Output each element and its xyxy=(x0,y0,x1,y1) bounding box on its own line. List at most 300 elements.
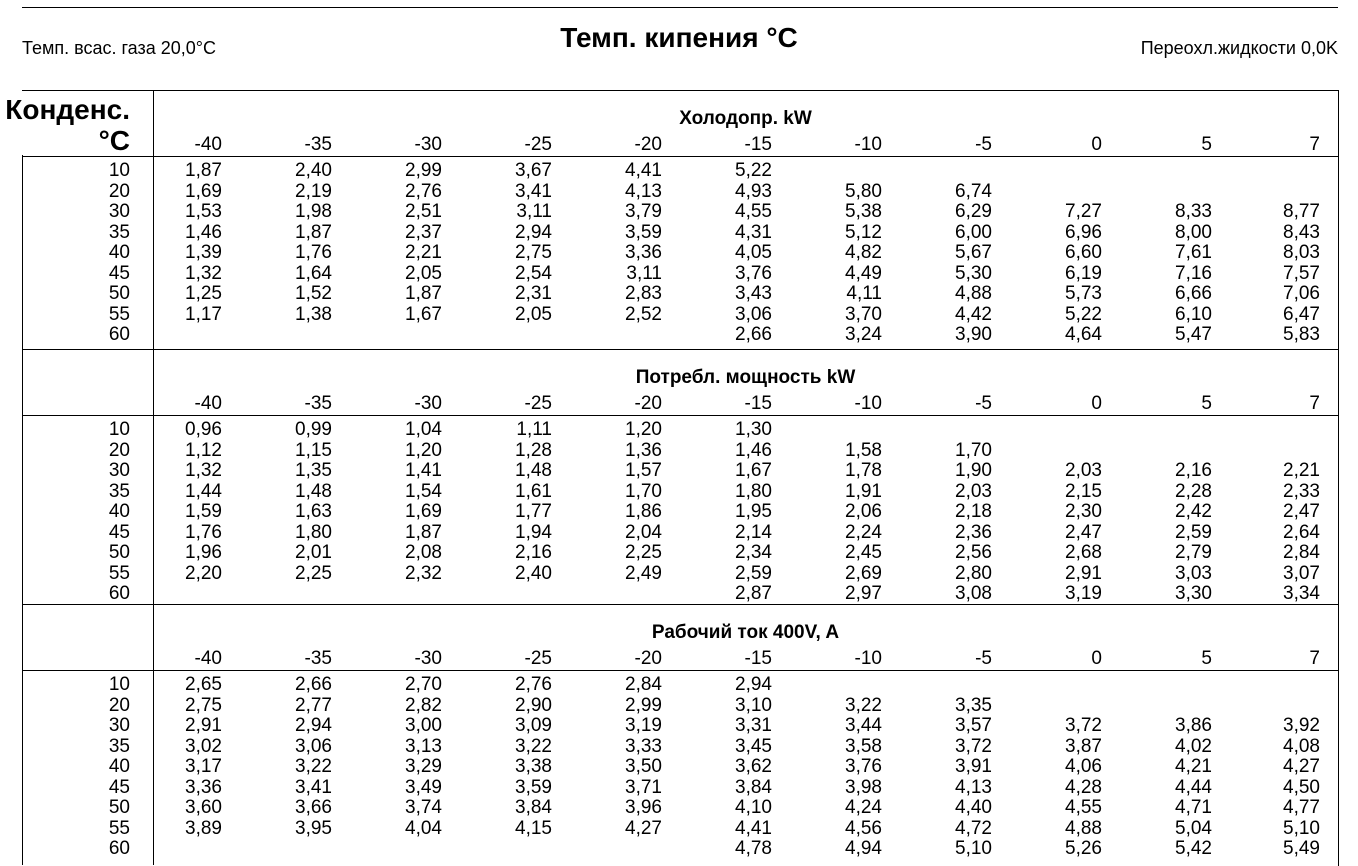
table-cell: 3,36 xyxy=(625,242,662,263)
section-divider xyxy=(22,349,1338,350)
liquid-subcooling: Переохл.жидкости 0,0K xyxy=(1140,38,1338,58)
table-cell: 2,33 xyxy=(1283,480,1320,502)
table-cell: 7,16 xyxy=(1175,262,1212,284)
table-cell: 2,66 xyxy=(735,324,772,345)
table-cell: 6,96 xyxy=(1065,221,1102,243)
condensing-temp: 30 xyxy=(108,201,130,222)
table-cell: 2,79 xyxy=(1175,542,1212,563)
table-cell: 2,82 xyxy=(405,694,442,716)
table-cell: 3,57 xyxy=(955,715,992,736)
table-cell: 4,31 xyxy=(735,221,772,243)
table-cell: 3,31 xyxy=(735,715,772,736)
table-row xyxy=(22,543,1338,564)
table-cell: 1,48 xyxy=(295,480,332,502)
table-cell: 2,75 xyxy=(515,242,552,263)
table-cell: 2,87 xyxy=(735,583,772,604)
table-cell: 3,49 xyxy=(405,776,442,798)
table-cell: 1,32 xyxy=(185,262,222,284)
evap-temp-header-row xyxy=(22,393,1338,415)
table-cell: 5,80 xyxy=(845,180,882,202)
section-title: Потребл. мощность kW xyxy=(635,367,856,388)
table-cell: 3,74 xyxy=(405,797,442,818)
section-title: Рабочий ток 400V, A xyxy=(651,622,840,643)
table-cell: 4,50 xyxy=(1283,776,1320,798)
table-row xyxy=(22,420,1338,441)
table-cell: 1,11 xyxy=(516,419,552,440)
table-cell: 3,87 xyxy=(1065,735,1102,757)
table-cell: 1,04 xyxy=(405,419,442,440)
condensing-temp: 30 xyxy=(108,715,130,736)
condensing-label: Конденс. xyxy=(5,94,130,125)
table-cell: 5,10 xyxy=(1283,817,1320,839)
table-cell: 2,68 xyxy=(1065,542,1102,563)
table-cell: 2,40 xyxy=(515,562,552,584)
table-cell: 4,82 xyxy=(845,242,882,263)
table-cell: 2,70 xyxy=(405,674,442,695)
table-cell: 1,15 xyxy=(295,439,332,461)
data-rows xyxy=(22,675,1338,860)
table-cell: 1,20 xyxy=(625,419,662,440)
table-cell: 7,27 xyxy=(1065,201,1102,222)
table-cell: 2,18 xyxy=(955,501,992,522)
table-cell: 5,10 xyxy=(955,838,992,859)
table-cell: 1,57 xyxy=(625,460,662,481)
table-cell: 4,27 xyxy=(625,817,662,839)
table-cell: 2,42 xyxy=(1175,501,1212,522)
table-cell: 3,38 xyxy=(515,756,552,777)
table-cell: 2,94 xyxy=(735,674,772,695)
evap-temp-header: -10 xyxy=(854,648,882,669)
evap-temp-header: -35 xyxy=(304,648,332,669)
header-divider xyxy=(22,670,1338,671)
table-cell: 1,70 xyxy=(625,480,662,502)
table-cell: 4,88 xyxy=(955,283,992,304)
table-cell: 3,62 xyxy=(735,756,772,777)
table-cell: 2,76 xyxy=(515,674,552,695)
table-cell: 3,30 xyxy=(1175,583,1212,604)
evap-temp-header: -35 xyxy=(304,393,332,414)
table-cell: 3,84 xyxy=(735,776,772,798)
table-cell: 3,92 xyxy=(1283,715,1320,736)
table-cell: 1,80 xyxy=(295,521,332,543)
suction-gas-temp: Темп. всас. газа 20,0°C xyxy=(22,38,216,58)
table-cell: 2,16 xyxy=(515,542,552,563)
table-row xyxy=(22,757,1338,778)
table-cell: 1,76 xyxy=(295,242,332,263)
table-cell: 1,96 xyxy=(185,542,222,563)
table-cell: 2,69 xyxy=(845,562,882,584)
table-cell: 6,66 xyxy=(1175,283,1212,304)
table-cell: 2,25 xyxy=(625,542,662,563)
table-cell: 3,95 xyxy=(295,817,332,839)
table-row xyxy=(22,737,1338,758)
condensing-temp: 45 xyxy=(108,521,130,543)
table-cell: 4,41 xyxy=(735,817,772,839)
table-row xyxy=(22,716,1338,737)
table-cell: 4,78 xyxy=(735,838,772,859)
table-cell: 2,32 xyxy=(405,562,442,584)
table-cell: 1,94 xyxy=(515,521,552,543)
table-cell: 2,14 xyxy=(735,521,772,543)
table-cell: 3,17 xyxy=(185,756,222,777)
table-cell: 6,47 xyxy=(1283,303,1320,325)
table-cell: 3,67 xyxy=(515,160,552,181)
table-cell: 2,64 xyxy=(1283,521,1320,543)
table-row xyxy=(22,325,1338,346)
table-cell: 0,96 xyxy=(185,419,222,440)
table-cell: 3,66 xyxy=(295,797,332,818)
table-cell: 2,77 xyxy=(295,694,332,716)
table-cell: 1,69 xyxy=(405,501,442,522)
condensing-temp: 40 xyxy=(108,756,130,777)
table-cell: 3,22 xyxy=(845,694,882,716)
evap-temp-header: -40 xyxy=(194,393,222,414)
table-cell: 5,22 xyxy=(735,160,772,181)
header-divider xyxy=(22,156,1338,157)
table-cell: 2,05 xyxy=(515,303,552,325)
table-cell: 3,09 xyxy=(515,715,552,736)
evap-temp-header: -35 xyxy=(304,134,332,155)
condensing-temp: 20 xyxy=(108,180,130,202)
table-cell: 1,90 xyxy=(955,460,992,481)
table-cell: 6,19 xyxy=(1065,262,1102,284)
table-cell: 2,94 xyxy=(295,715,332,736)
table-cell: 4,55 xyxy=(1065,797,1102,818)
section-divider xyxy=(22,604,1338,605)
table-cell: 3,96 xyxy=(625,797,662,818)
table-cell: 2,76 xyxy=(405,180,442,202)
evap-temp-header: -25 xyxy=(524,393,552,414)
table-cell: 2,59 xyxy=(1175,521,1212,543)
table-cell: 1,38 xyxy=(295,303,332,325)
table-cell: 4,28 xyxy=(1065,776,1102,798)
table-cell: 1,46 xyxy=(735,439,772,461)
table-cell: 1,48 xyxy=(515,460,552,481)
table-cell: 3,72 xyxy=(955,735,992,757)
table-cell: 2,45 xyxy=(845,542,882,563)
condensing-temp: 60 xyxy=(108,838,130,859)
table-cell: 1,28 xyxy=(515,439,552,461)
table-cell: 3,24 xyxy=(845,324,882,345)
table-cell: 7,57 xyxy=(1283,262,1320,284)
table-cell: 4,64 xyxy=(1065,324,1102,345)
table-cell: 4,08 xyxy=(1283,735,1320,757)
table-cell: 2,16 xyxy=(1175,460,1212,481)
table-cell: 2,03 xyxy=(1065,460,1102,481)
table-cell: 1,32 xyxy=(185,460,222,481)
condensing-temp: 50 xyxy=(108,797,130,818)
table-cell: 4,42 xyxy=(955,303,992,325)
table-cell: 2,34 xyxy=(735,542,772,563)
table-cell: 5,22 xyxy=(1065,303,1102,325)
table-cell: 3,98 xyxy=(845,776,882,798)
condensing-temp: 40 xyxy=(108,242,130,263)
table-cell: 8,03 xyxy=(1283,242,1320,263)
table-cell: 1,70 xyxy=(955,439,992,461)
condensing-temp: 10 xyxy=(108,160,130,181)
condensing-temp: 10 xyxy=(108,674,130,695)
table-cell: 5,73 xyxy=(1065,283,1102,304)
table-cell: 2,03 xyxy=(955,480,992,502)
table-cell: 3,00 xyxy=(405,715,442,736)
evap-temp-header: -15 xyxy=(744,648,772,669)
table-cell: 3,76 xyxy=(845,756,882,777)
evap-temp-header: -20 xyxy=(634,134,662,155)
table-row xyxy=(22,696,1338,717)
condensing-temp: 35 xyxy=(108,221,130,243)
table-cell: 5,12 xyxy=(845,221,882,243)
table-cell: 3,22 xyxy=(295,756,332,777)
table-cell: 2,65 xyxy=(185,674,222,695)
table-cell: 4,24 xyxy=(845,797,882,818)
evap-temp-header: 5 xyxy=(1201,134,1212,155)
table-cell: 3,90 xyxy=(955,324,992,345)
table-cell: 3,03 xyxy=(1175,562,1212,584)
table-cell: 3,22 xyxy=(515,735,552,757)
table-cell: 1,25 xyxy=(185,283,222,304)
table-row xyxy=(22,223,1338,244)
table-cell: 3,13 xyxy=(405,735,442,757)
table-cell: 3,59 xyxy=(625,221,662,243)
condensing-temp: 50 xyxy=(108,542,130,563)
condensing-unit: °C xyxy=(98,125,130,156)
table-cell: 3,45 xyxy=(735,735,772,757)
table-cell: 3,70 xyxy=(845,303,882,325)
table-row xyxy=(22,778,1338,799)
evap-temp-header: -30 xyxy=(414,393,442,414)
table-row xyxy=(22,584,1338,605)
condensing-temp: 55 xyxy=(108,303,130,325)
table-cell: 6,00 xyxy=(955,221,992,243)
table-cell: 2,40 xyxy=(295,160,332,181)
table-cell: 3,19 xyxy=(1065,583,1102,604)
table-row xyxy=(22,461,1338,482)
table-row xyxy=(22,502,1338,523)
table-cell: 1,61 xyxy=(515,480,552,502)
table-cell: 1,17 xyxy=(185,303,222,325)
table-cell: 1,41 xyxy=(405,460,442,481)
table-cell: 1,30 xyxy=(735,419,772,440)
table-cell: 2,52 xyxy=(625,303,662,325)
evap-temp-header: 7 xyxy=(1309,648,1320,669)
data-rows xyxy=(22,161,1338,346)
table-cell: 4,56 xyxy=(845,817,882,839)
table-cell: 2,47 xyxy=(1283,501,1320,522)
table-cell: 3,35 xyxy=(955,694,992,716)
table-cell: 8,77 xyxy=(1283,201,1320,222)
table-cell: 3,41 xyxy=(515,180,552,202)
table-cell: 2,30 xyxy=(1065,501,1102,522)
condensing-temp: 35 xyxy=(108,480,130,502)
table-row xyxy=(22,482,1338,503)
data-rows xyxy=(22,420,1338,605)
table-cell: 8,43 xyxy=(1283,221,1320,243)
table-cell: 2,31 xyxy=(515,283,552,304)
table-cell: 5,04 xyxy=(1175,817,1212,839)
table-cell: 2,91 xyxy=(185,715,222,736)
table-cell: 3,06 xyxy=(295,735,332,757)
evap-temp-header: -15 xyxy=(744,134,772,155)
table-cell: 1,52 xyxy=(295,283,332,304)
table-row xyxy=(22,564,1338,585)
table-cell: 6,60 xyxy=(1065,242,1102,263)
table-cell: 4,41 xyxy=(625,160,662,181)
evap-temp-header: 7 xyxy=(1309,134,1320,155)
table-cell: 2,24 xyxy=(845,521,882,543)
table-cell: 3,84 xyxy=(515,797,552,818)
table-row xyxy=(22,161,1338,182)
table-cell: 1,44 xyxy=(185,480,222,502)
table-cell: 5,26 xyxy=(1065,838,1102,859)
table-cell: 2,99 xyxy=(405,160,442,181)
condensing-temp: 10 xyxy=(108,419,130,440)
table-cell: 2,91 xyxy=(1065,562,1102,584)
table-cell: 3,19 xyxy=(625,715,662,736)
table-row xyxy=(22,675,1338,696)
table-cell: 4,02 xyxy=(1175,735,1212,757)
evap-temp-header: -15 xyxy=(744,393,772,414)
table-cell: 4,13 xyxy=(625,180,662,202)
evap-temp-header: -20 xyxy=(634,648,662,669)
table-row xyxy=(22,839,1338,860)
evap-temp-header: -20 xyxy=(634,393,662,414)
table-cell: 2,20 xyxy=(185,562,222,584)
table-cell: 3,06 xyxy=(735,303,772,325)
table-cell: 1,87 xyxy=(295,221,332,243)
table-cell: 2,80 xyxy=(955,562,992,584)
table-cell: 4,10 xyxy=(735,797,772,818)
table-cell: 2,94 xyxy=(515,221,552,243)
table-cell: 2,19 xyxy=(295,180,332,202)
evap-temp-header: -10 xyxy=(854,134,882,155)
evap-temp-header: 0 xyxy=(1091,393,1102,414)
evap-temp-header: -5 xyxy=(975,648,992,669)
table-cell: 1,39 xyxy=(185,242,222,263)
table-cell: 3,50 xyxy=(625,756,662,777)
table-cell: 4,15 xyxy=(515,817,552,839)
evap-temp-header: -30 xyxy=(414,648,442,669)
section-title: Холодопр. kW xyxy=(679,108,812,129)
table-cell: 1,95 xyxy=(735,501,772,522)
table-cell: 1,35 xyxy=(295,460,332,481)
page-title: Темп. кипения °C xyxy=(560,22,798,53)
table-row xyxy=(22,243,1338,264)
table-cell: 5,67 xyxy=(955,242,992,263)
table-cell: 4,05 xyxy=(735,242,772,263)
table-cell: 2,66 xyxy=(295,674,332,695)
table-cell: 1,69 xyxy=(185,180,222,202)
table-cell: 3,60 xyxy=(185,797,222,818)
table-cell: 2,05 xyxy=(405,262,442,284)
condensing-temp: 45 xyxy=(108,776,130,798)
table-cell: 1,76 xyxy=(185,521,222,543)
table-cell: 1,20 xyxy=(405,439,442,461)
table-row xyxy=(22,305,1338,326)
table-row xyxy=(22,202,1338,223)
table-cell: 5,47 xyxy=(1175,324,1212,345)
table-cell: 2,06 xyxy=(845,501,882,522)
table-cell: 5,49 xyxy=(1283,838,1320,859)
evap-temp-header: -25 xyxy=(524,134,552,155)
table-cell: 4,04 xyxy=(405,817,442,839)
table-cell: 1,53 xyxy=(185,201,222,222)
table-cell: 2,97 xyxy=(845,583,882,604)
table-cell: 4,11 xyxy=(846,283,882,304)
table-cell: 6,29 xyxy=(955,201,992,222)
table-row xyxy=(22,441,1338,462)
table-cell: 5,42 xyxy=(1175,838,1212,859)
table-cell: 8,00 xyxy=(1175,221,1212,243)
condensing-temp: 40 xyxy=(108,501,130,522)
table-cell: 2,56 xyxy=(955,542,992,563)
table-cell: 1,91 xyxy=(845,480,882,502)
table-cell: 5,30 xyxy=(955,262,992,284)
table-cell: 4,55 xyxy=(735,201,772,222)
table-cell: 3,91 xyxy=(955,756,992,777)
evap-temp-header-row xyxy=(22,648,1338,670)
table-cell: 4,21 xyxy=(1175,756,1212,777)
table-cell: 1,67 xyxy=(405,303,442,325)
table-cell: 3,34 xyxy=(1283,583,1320,604)
table-cell: 2,21 xyxy=(405,242,442,263)
table-cell: 3,10 xyxy=(735,694,772,716)
header-divider xyxy=(22,415,1338,416)
condensing-temp: 30 xyxy=(108,460,130,481)
condensing-temp: 20 xyxy=(108,439,130,461)
top-rule xyxy=(22,7,1338,8)
table-cell: 2,04 xyxy=(625,521,662,543)
table-cell: 1,67 xyxy=(735,460,772,481)
condensing-temp: 55 xyxy=(108,562,130,584)
table-cell: 4,44 xyxy=(1175,776,1212,798)
condensing-temp: 45 xyxy=(108,262,130,284)
table-cell: 2,75 xyxy=(185,694,222,716)
table-cell: 3,41 xyxy=(295,776,332,798)
table-cell: 2,21 xyxy=(1283,460,1320,481)
condensing-temp: 20 xyxy=(108,694,130,716)
table-cell: 3,71 xyxy=(625,776,662,798)
table-cell: 8,33 xyxy=(1175,201,1212,222)
table-cell: 2,01 xyxy=(295,542,332,563)
evap-temp-header: 5 xyxy=(1201,648,1212,669)
table-cell: 3,33 xyxy=(625,735,662,757)
table-cell: 1,46 xyxy=(185,221,222,243)
condensing-temp: 60 xyxy=(108,324,130,345)
table-cell: 2,15 xyxy=(1065,480,1102,502)
table-cell: 3,07 xyxy=(1283,562,1320,584)
table-cell: 1,87 xyxy=(185,160,222,181)
table-cell: 3,76 xyxy=(735,262,772,284)
evap-temp-header: -5 xyxy=(975,134,992,155)
table-cell: 2,25 xyxy=(295,562,332,584)
table-cell: 1,63 xyxy=(295,501,332,522)
table-row xyxy=(22,284,1338,305)
evap-temp-header: 5 xyxy=(1201,393,1212,414)
table-cell: 1,87 xyxy=(405,521,442,543)
table-cell: 2,83 xyxy=(625,283,662,304)
table-cell: 5,83 xyxy=(1283,324,1320,345)
table-cell: 2,49 xyxy=(625,562,662,584)
evap-temp-header: 0 xyxy=(1091,648,1102,669)
table-cell: 3,11 xyxy=(626,262,662,284)
table-cell: 2,08 xyxy=(405,542,442,563)
evap-temp-header: 7 xyxy=(1309,393,1320,414)
condensing-temp: 60 xyxy=(108,583,130,604)
table-cell: 4,40 xyxy=(955,797,992,818)
evap-temp-header: -30 xyxy=(414,134,442,155)
table-cell: 4,49 xyxy=(845,262,882,284)
table-cell: 3,29 xyxy=(405,756,442,777)
